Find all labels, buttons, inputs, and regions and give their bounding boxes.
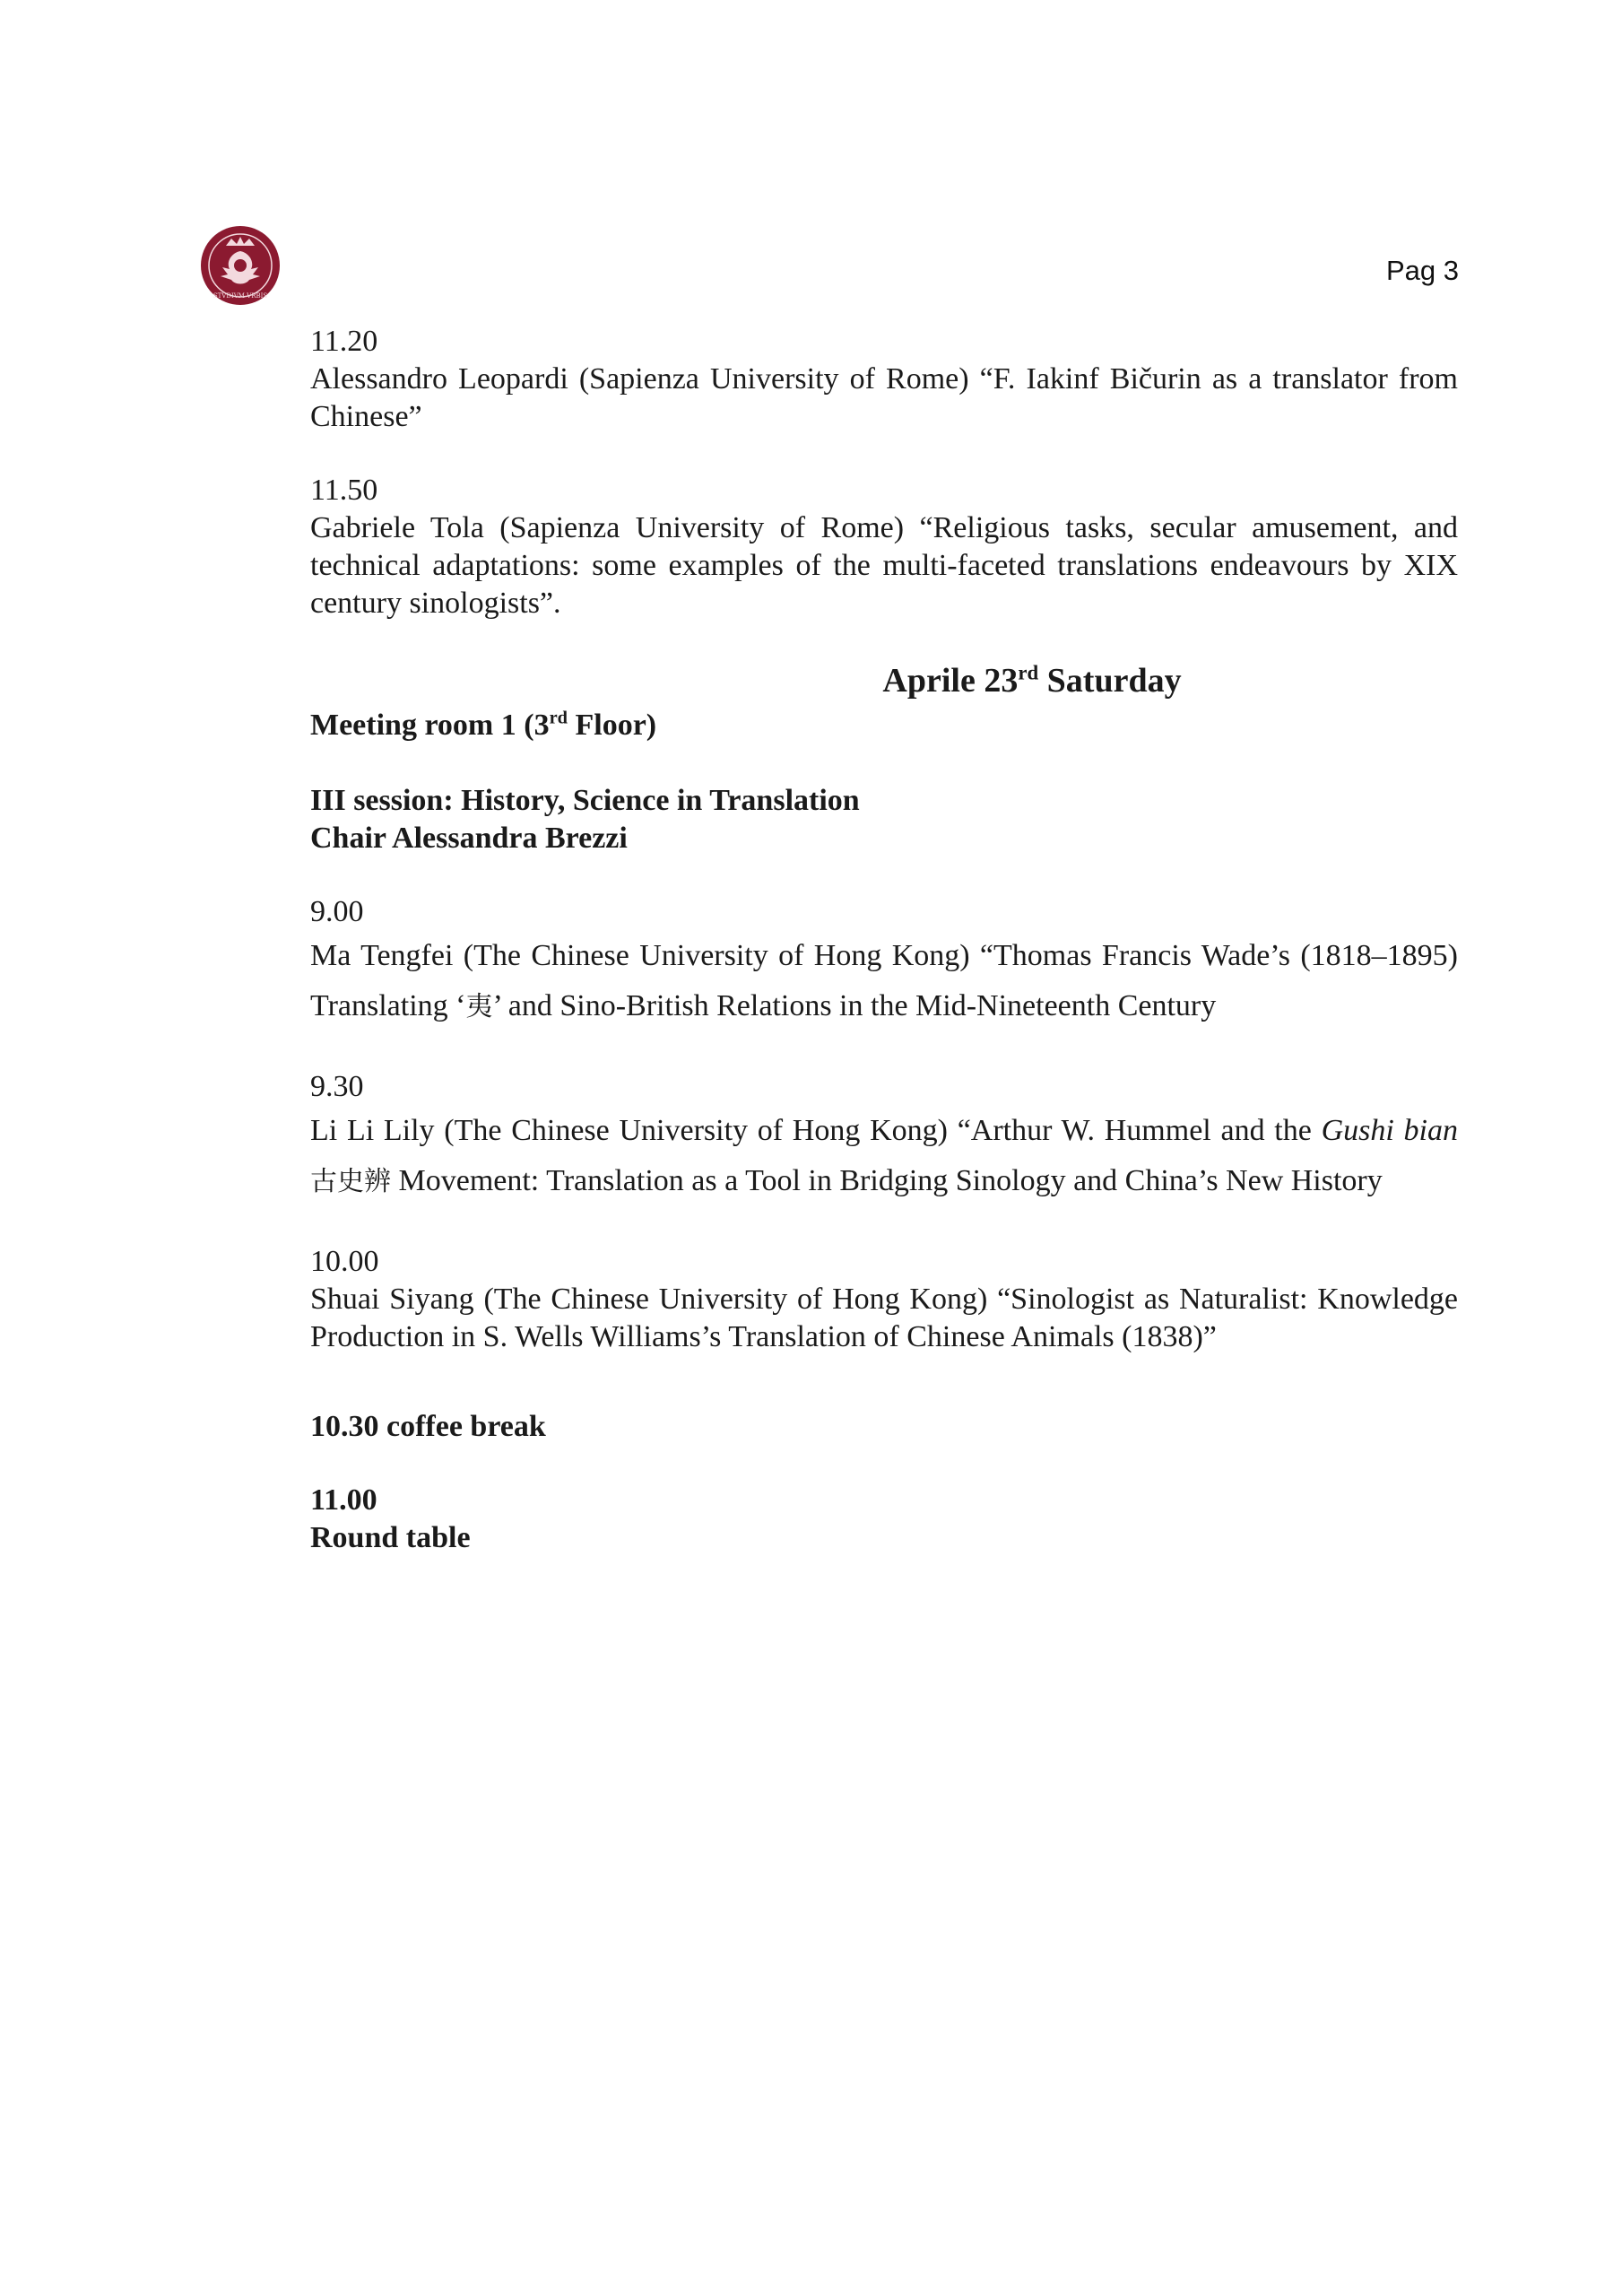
talk-item (310, 323, 1458, 436)
session-title: III session: History, Science in Translation (310, 784, 860, 817)
talk-item (310, 472, 1458, 622)
talk-description: Gabriele Tola (Sapienza University of Rome) “Religious tasks, secular amusement, and technical adaptations: some examples of the multi-faceted translations endeavours by XIX century sinologists”. (310, 511, 1458, 620)
talk-time: 9.00 (310, 895, 364, 928)
page-number: Pag 3 (1385, 255, 1459, 286)
talk-time: 10.00 (310, 1245, 379, 1278)
svg-text:STVDIVM VRBIS: STVDIVM VRBIS (213, 292, 268, 300)
talk-description: Ma Tengfei (The Chinese University of Hong Kong) “Thomas Francis Wade’s (1818–1895) Translating ‘夷’ and Sino-British Relations in the Mid-Nineteenth Century (310, 939, 1458, 1022)
day-heading: Aprile 23rd Saturday (882, 661, 1182, 700)
talk-description: Shuai Siyang (The Chinese University of Hong Kong) “Sinologist as Naturalist: Knowledge Production in S. Wells Williams’s Translation of Chinese Animals (1838)” (310, 1283, 1458, 1353)
talk-time: 9.30 (310, 1070, 364, 1103)
session-header (310, 782, 1458, 857)
coffee-break: 10.30 coffee break (310, 1410, 546, 1443)
talk-time: 11.50 (310, 474, 378, 507)
talk-description: Alessandro Leopardi (Sapienza University of Rome) “F. Iakinf Bičurin as a translator from Chinese” (310, 362, 1458, 433)
talk-item (310, 893, 1458, 1032)
talk-item (310, 1068, 1458, 1207)
round-table-label: Round table (310, 1521, 471, 1554)
meeting-room: Meeting room 1 (3rd Floor) (310, 708, 657, 742)
program-content (310, 323, 1458, 1557)
round-table-time: 11.00 (310, 1483, 377, 1517)
talk-item (310, 1243, 1458, 1356)
round-table (310, 1482, 1458, 1557)
session-chair: Chair Alessandra Brezzi (310, 822, 628, 855)
talk-time: 11.20 (310, 325, 378, 358)
university-seal-logo (199, 221, 282, 310)
talk-description: Li Li Lily (The Chinese University of Hong Kong) “Arthur W. Hummel and the Gushi bian 古史辨 Movement: Translation as a Tool in Bridging Sinology and China’s New History (310, 1114, 1458, 1197)
